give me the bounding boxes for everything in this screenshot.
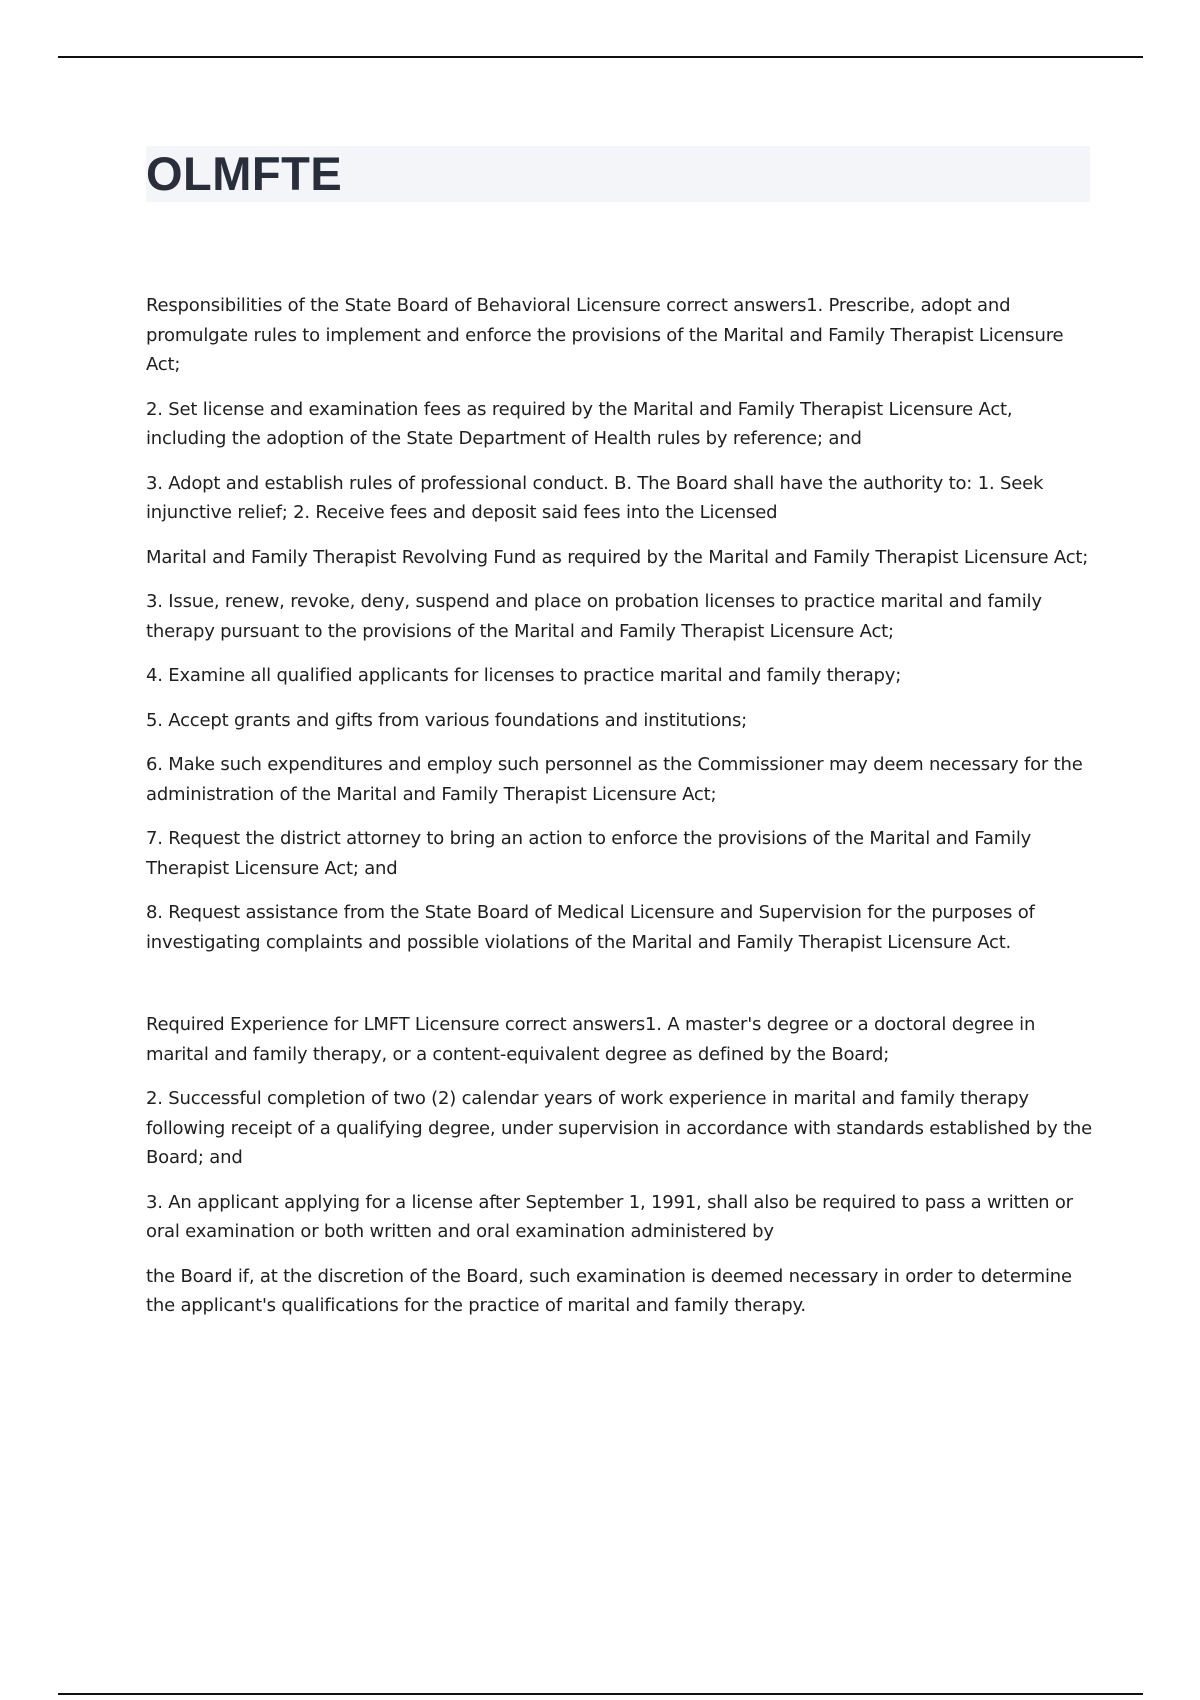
paragraph: 3. Issue, renew, revoke, deny, suspend and place on probation licenses to practice marital and family therapy pursuant to the provisions of the Marital and Family Therapist Licensure Act; xyxy=(146,591,1042,642)
paragraph: 6. Make such expenditures and employ such personnel as the Commissioner may deem necessary for the administration of the Marital and Family Therapist Licensure Act; xyxy=(146,754,1083,805)
section-board-responsibilities xyxy=(146,291,1096,957)
document-title: OLMFTE xyxy=(146,147,343,200)
paragraph: 7. Request the district attorney to bring an action to enforce the provisions of the Marital and Family Therapist Licensure Act; and xyxy=(146,828,1032,879)
paragraph: Required Experience for LMFT Licensure correct answers1. A master's degree or a doctoral degree in marital and family therapy, or a content-equivalent degree as defined by the Board; xyxy=(146,1014,1036,1065)
paragraph: 2. Successful completion of two (2) calendar years of work experience in marital and family therapy following receipt of a qualifying degree, under supervision in accordance with standards established by the Board; and xyxy=(146,1088,1093,1168)
section-required-experience xyxy=(146,1010,1096,1321)
bottom-rule xyxy=(58,1693,1143,1695)
paragraph: 5. Accept grants and gifts from various foundations and institutions; xyxy=(146,709,748,731)
paragraph: 3. Adopt and establish rules of professional conduct. B. The Board shall have the authority to: 1. Seek injunctive relief; 2. Receive fees and deposit said fees into the Licensed xyxy=(146,472,1044,523)
paragraph: 8. Request assistance from the State Board of Medical Licensure and Supervision for the purposes of investigating complaints and possible violations of the Marital and Family Therapist Licensure Act. xyxy=(146,902,1035,953)
document-body xyxy=(146,291,1096,1336)
paragraph: the Board if, at the discretion of the Board, such examination is deemed necessary in order to determine the applicant's qualifications for the practice of marital and family therapy. xyxy=(146,1265,1072,1316)
paragraph: Responsibilities of the State Board of Behavioral Licensure correct answers1. Prescribe, adopt and promulgate rules to implement and enforce the provisions of the Marital and Family Therapist Licensure Act; xyxy=(146,295,1064,375)
paragraph: 4. Examine all qualified applicants for licenses to practice marital and family therapy; xyxy=(146,665,902,686)
top-rule xyxy=(58,56,1143,58)
paragraph: Marital and Family Therapist Revolving Fund as required by the Marital and Family Therapist Licensure Act; xyxy=(146,546,1089,568)
paragraph: 2. Set license and examination fees as required by the Marital and Family Therapist Licensure Act, including the adoption of the State Department of Health rules by reference; and xyxy=(146,398,1013,449)
paragraph: 3. An applicant applying for a license after September 1, 1991, shall also be required to pass a written or oral examination or both written and oral examination administered by xyxy=(146,1191,1073,1242)
